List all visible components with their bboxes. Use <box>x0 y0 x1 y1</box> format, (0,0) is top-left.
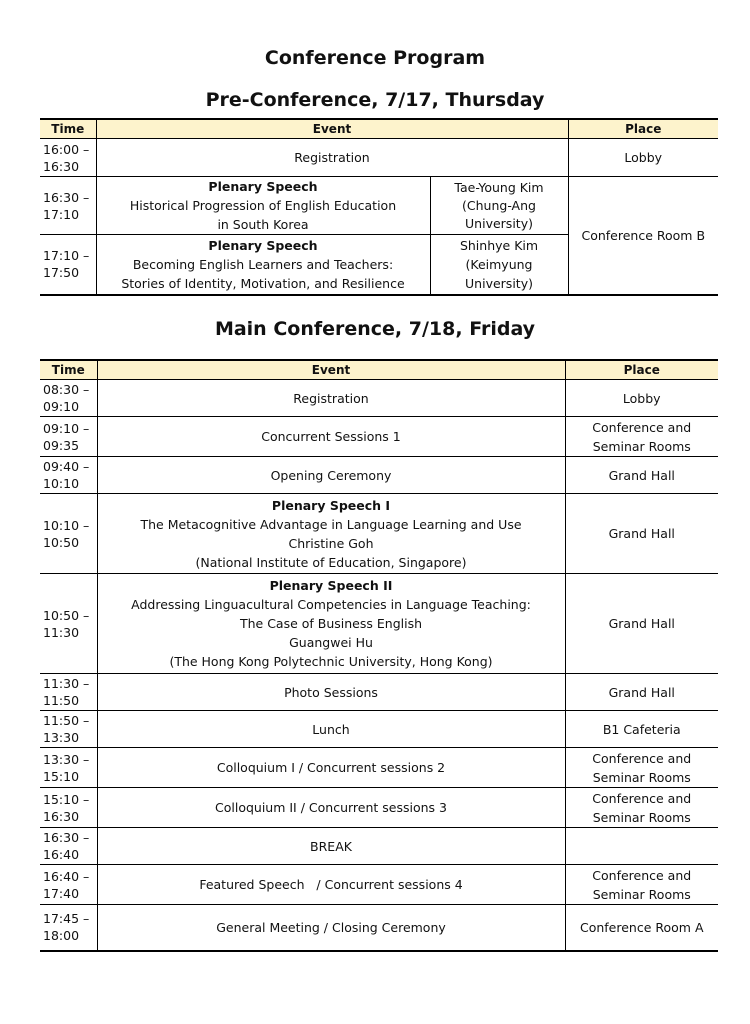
session-kind: Plenary Speech <box>208 179 318 194</box>
event-cell: Concurrent Sessions 1 <box>97 417 565 457</box>
place-cell: Grand Hall <box>565 674 718 711</box>
time-cell <box>40 711 97 748</box>
time-end: 11:30 <box>43 624 80 640</box>
speaker-name: Christine Goh <box>288 535 374 551</box>
col-time-header: Time <box>40 119 96 139</box>
event-cell: Lunch <box>97 711 565 748</box>
place-cell: Conference Room A <box>565 905 718 951</box>
talk-title-line: The Case of Business English <box>239 616 423 631</box>
speaker-name: Tae-Young Kim <box>454 179 544 195</box>
time-start: 16:40 – <box>43 868 90 884</box>
time-cell <box>40 788 97 828</box>
speaker-name: Shinhye Kim <box>459 237 539 253</box>
event-cell: General Meeting / Closing Ceremony <box>97 905 565 951</box>
speaker-name: Guangwei Hu <box>289 635 373 650</box>
place-cell: Lobby <box>565 380 718 417</box>
time-end: 17:10 <box>43 206 80 222</box>
speaker-affiliation: (Keimyung University) <box>465 256 533 291</box>
col-event-header: Event <box>96 119 568 139</box>
session-kind: Plenary Speech II <box>269 578 393 593</box>
time-start: 11:50 – <box>43 713 90 728</box>
time-end: 09:10 <box>43 399 80 414</box>
time-end: 10:10 <box>43 476 80 491</box>
place-line: Seminar Rooms <box>592 769 691 785</box>
event-cell: Colloquium II / Concurrent sessions 3 <box>97 788 565 828</box>
time-end: 16:30 <box>43 158 80 174</box>
table-row <box>40 828 718 865</box>
event-cell <box>97 494 565 574</box>
event-cell: BREAK <box>97 828 565 865</box>
time-cell <box>40 380 97 417</box>
table-header-row <box>40 119 718 139</box>
event-cell: Photo Sessions <box>97 674 565 711</box>
place-cell: Lobby <box>568 139 718 177</box>
event-cell: Opening Ceremony <box>97 457 565 494</box>
talk-title-line: Becoming English Learners and Teachers: <box>132 256 394 272</box>
time-cell <box>40 177 96 235</box>
place-cell: Grand Hall <box>565 457 718 494</box>
place-cell <box>565 865 718 905</box>
time-start: 09:40 – <box>43 459 90 474</box>
col-place-header: Place <box>568 119 718 139</box>
talk-title-line: The Metacognitive Advantage in Language Learning and Use <box>140 516 522 532</box>
time-start: 11:30 – <box>43 676 90 691</box>
event-cell: Registration <box>96 139 568 177</box>
time-cell <box>40 494 97 574</box>
place-cell <box>565 828 718 865</box>
time-cell <box>40 574 97 674</box>
table-row <box>40 711 718 748</box>
time-start: 09:10 – <box>43 420 90 436</box>
time-cell <box>40 905 97 951</box>
place-cell: Conference Room B <box>568 177 718 295</box>
col-event-header: Event <box>97 360 565 380</box>
time-start: 16:30 – <box>43 189 90 205</box>
session-kind: Plenary Speech <box>208 237 318 253</box>
time-cell <box>40 674 97 711</box>
time-end: 10:50 <box>43 534 80 550</box>
event-cell: Registration <box>97 380 565 417</box>
time-end: 17:40 <box>43 885 80 901</box>
place-line: Seminar Rooms <box>592 809 691 825</box>
table-row <box>40 139 718 177</box>
col-place-header: Place <box>565 360 718 380</box>
time-end: 17:50 <box>43 265 80 281</box>
speaker-affiliation: (Chung-Ang <box>462 197 536 213</box>
time-start: 10:10 – <box>43 517 90 533</box>
table-row <box>40 494 718 574</box>
page-title: Conference Program <box>264 47 486 69</box>
place-cell <box>565 788 718 828</box>
event-cell: Colloquium I / Concurrent sessions 2 <box>97 748 565 788</box>
time-end: 18:00 <box>43 928 80 944</box>
talk-title-line: in South Korea <box>217 217 309 232</box>
time-start: 08:30 – <box>43 382 90 397</box>
place-cell <box>565 417 718 457</box>
col-time-header: Time <box>40 360 97 380</box>
place-cell: Grand Hall <box>565 574 718 674</box>
place-line: Conference and <box>592 790 692 806</box>
speaker-affiliation: (National Institute of Education, Singapore) <box>195 554 467 570</box>
time-cell <box>40 828 97 865</box>
table-row <box>40 574 718 674</box>
table-row <box>40 417 718 457</box>
talk-title-line: Stories of Identity, Motivation, and Resilience <box>121 275 405 291</box>
table-row <box>40 788 718 828</box>
pre-conference-table <box>40 118 718 296</box>
place-line: Conference and <box>592 867 692 883</box>
speaker-affiliation: University) <box>465 215 533 231</box>
time-end: 16:30 <box>43 808 80 824</box>
time-end: 11:50 <box>43 693 80 708</box>
time-cell <box>40 139 96 177</box>
place-line: Conference and <box>592 419 692 435</box>
place-cell <box>565 748 718 788</box>
event-cell <box>96 235 430 295</box>
table-header-row <box>40 360 718 380</box>
time-cell <box>40 235 96 295</box>
speaker-cell <box>430 235 568 295</box>
table-row <box>40 674 718 711</box>
table-row <box>40 865 718 905</box>
table-row <box>40 457 718 494</box>
talk-title-line: Addressing Linguacultural Competencies in Language Teaching: <box>131 597 531 612</box>
event-cell <box>96 177 430 235</box>
main-conference-heading: Main Conference, 7/18, Friday <box>214 318 536 340</box>
time-start: 13:30 – <box>43 751 90 767</box>
pre-conference-heading: Pre-Conference, 7/17, Thursday <box>205 89 545 111</box>
speaker-affiliation: (The Hong Kong Polytechnic University, Hong Kong) <box>169 654 493 669</box>
time-start: 10:50 – <box>43 607 90 623</box>
time-start: 16:00 – <box>43 141 90 157</box>
table-row <box>40 748 718 788</box>
time-start: 16:30 – <box>43 830 90 845</box>
talk-title-line: Historical Progression of English Education <box>129 198 397 213</box>
time-end: 16:40 <box>43 847 80 862</box>
event-cell: Featured Speech / Concurrent sessions 4 <box>97 865 565 905</box>
table-row <box>40 177 718 235</box>
time-cell <box>40 748 97 788</box>
time-end: 09:35 <box>43 437 80 453</box>
place-cell: B1 Cafeteria <box>565 711 718 748</box>
table-row <box>40 905 718 951</box>
main-conference-table <box>40 359 718 952</box>
session-kind: Plenary Speech I <box>271 497 391 513</box>
time-end: 13:30 <box>43 730 80 745</box>
speaker-cell <box>430 177 568 235</box>
time-start: 17:45 – <box>43 911 90 927</box>
time-cell <box>40 457 97 494</box>
place-line: Conference and <box>592 750 692 766</box>
table-row <box>40 380 718 417</box>
place-line: Seminar Rooms <box>592 886 691 902</box>
place-cell: Grand Hall <box>565 494 718 574</box>
event-cell <box>97 574 565 674</box>
time-start: 17:10 – <box>43 248 90 264</box>
time-cell <box>40 417 97 457</box>
time-end: 15:10 <box>43 768 80 784</box>
place-line: Seminar Rooms <box>592 438 691 454</box>
time-cell <box>40 865 97 905</box>
time-start: 15:10 – <box>43 791 90 807</box>
